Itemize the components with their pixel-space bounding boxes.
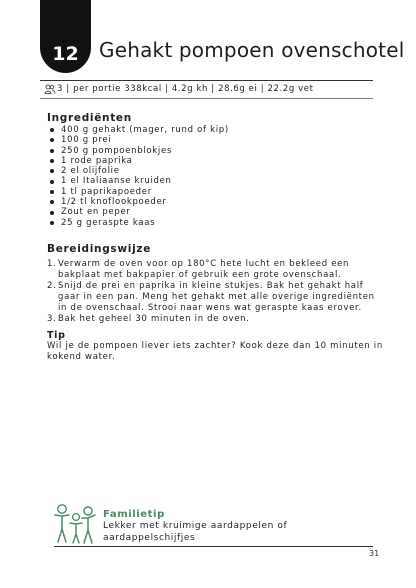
ingredient-text: 400 g gehakt (mager, rund of kip) bbox=[61, 125, 229, 135]
bullet-icon bbox=[50, 159, 54, 163]
bullet-icon bbox=[50, 128, 54, 132]
step-line: in de ovenschaal. Strooi naar wens wat geraspte kaas erover. bbox=[58, 303, 362, 313]
step-number: 1. bbox=[47, 259, 57, 269]
bullet-icon bbox=[50, 211, 54, 215]
step-line: Snijd de prei en paprika in kleine stukjes. Bak het gehakt half bbox=[58, 281, 364, 291]
ingredient-item bbox=[47, 146, 229, 156]
step-line: gaar in een pan. Meng het gehakt met alle overige ingrediënten bbox=[58, 292, 375, 302]
ingredient-item bbox=[47, 187, 229, 197]
ingredients-heading: Ingrediënten bbox=[47, 112, 132, 124]
text-line: Lekker met kruimige aardappelen of bbox=[103, 521, 288, 531]
recipe-number-tab bbox=[40, 0, 91, 73]
bullet-icon bbox=[50, 138, 54, 142]
bullet-icon bbox=[50, 190, 54, 194]
tip-text bbox=[47, 341, 383, 364]
ingredient-item bbox=[47, 135, 229, 145]
ingredient-text: 100 g prei bbox=[61, 135, 112, 146]
text-line: kokend water. bbox=[47, 352, 116, 363]
ingredient-text: 1 rode paprika bbox=[61, 155, 133, 166]
preparation-step bbox=[47, 259, 367, 281]
ingredient-item bbox=[47, 197, 229, 207]
ingredient-item bbox=[47, 156, 229, 166]
nutrition-line bbox=[44, 84, 314, 94]
step-number: 3. bbox=[47, 314, 57, 324]
ingredient-text: 1 tl paprikapoeder bbox=[61, 186, 152, 197]
ingredient-item bbox=[47, 218, 229, 228]
family-icon bbox=[54, 502, 98, 546]
recipe-title: Gehakt pompoen ovenschotel bbox=[99, 38, 405, 62]
ingredient-item bbox=[47, 176, 229, 186]
step-line: Bak het geheel 30 minuten in de oven. bbox=[58, 314, 250, 324]
preparation-step bbox=[47, 281, 375, 314]
ingredient-text: 1 el Italiaanse kruiden bbox=[61, 176, 172, 187]
ingredient-text: Zout en peper bbox=[61, 207, 131, 218]
text-line: aardappelschijfjes bbox=[103, 532, 196, 543]
family-tip-text bbox=[103, 521, 287, 544]
step-line: Verwarm de oven voor op 180°C hete lucht en bekleed een bbox=[58, 259, 350, 269]
ingredient-text: 250 g pompoenblokjes bbox=[61, 145, 173, 156]
title-divider bbox=[40, 80, 373, 81]
nutrition-text: 3 | per portie 338kcal | 4.2g kh | 28.6g ei | 22.2g vet bbox=[57, 84, 314, 94]
bullet-icon bbox=[50, 180, 54, 184]
ingredient-text: 25 g geraspte kaas bbox=[61, 217, 156, 228]
preparation-steps bbox=[47, 259, 375, 325]
family-tip-divider bbox=[54, 546, 373, 547]
preparation-step bbox=[47, 314, 367, 325]
bullet-icon bbox=[50, 200, 54, 204]
family-tip-heading: Familietip bbox=[103, 509, 165, 520]
bullet-icon bbox=[50, 221, 54, 225]
recipe-number: 12 bbox=[52, 43, 79, 65]
ingredient-item bbox=[47, 207, 229, 217]
ingredient-item bbox=[47, 125, 229, 135]
nutrition-divider bbox=[40, 98, 373, 99]
ingredient-item bbox=[47, 166, 229, 176]
tip-heading: Tip bbox=[47, 330, 66, 341]
bullet-icon bbox=[50, 169, 54, 173]
text-line: Wil je de pompoen liever iets zachter? Kook deze dan 10 minuten in bbox=[47, 341, 383, 351]
step-line: bakplaat met bakpapier of gebruik een grote ovenschaal. bbox=[58, 270, 342, 280]
servings-icon bbox=[44, 84, 56, 94]
ingredient-text: 1/2 tl knoflookpoeder bbox=[61, 197, 167, 208]
bullet-icon bbox=[50, 149, 54, 153]
page-number: 31 bbox=[369, 549, 380, 558]
step-number: 2. bbox=[47, 281, 57, 291]
ingredient-text: 2 el olijfolie bbox=[61, 166, 120, 177]
ingredient-list bbox=[47, 125, 229, 228]
preparation-heading: Bereidingswijze bbox=[47, 243, 152, 255]
